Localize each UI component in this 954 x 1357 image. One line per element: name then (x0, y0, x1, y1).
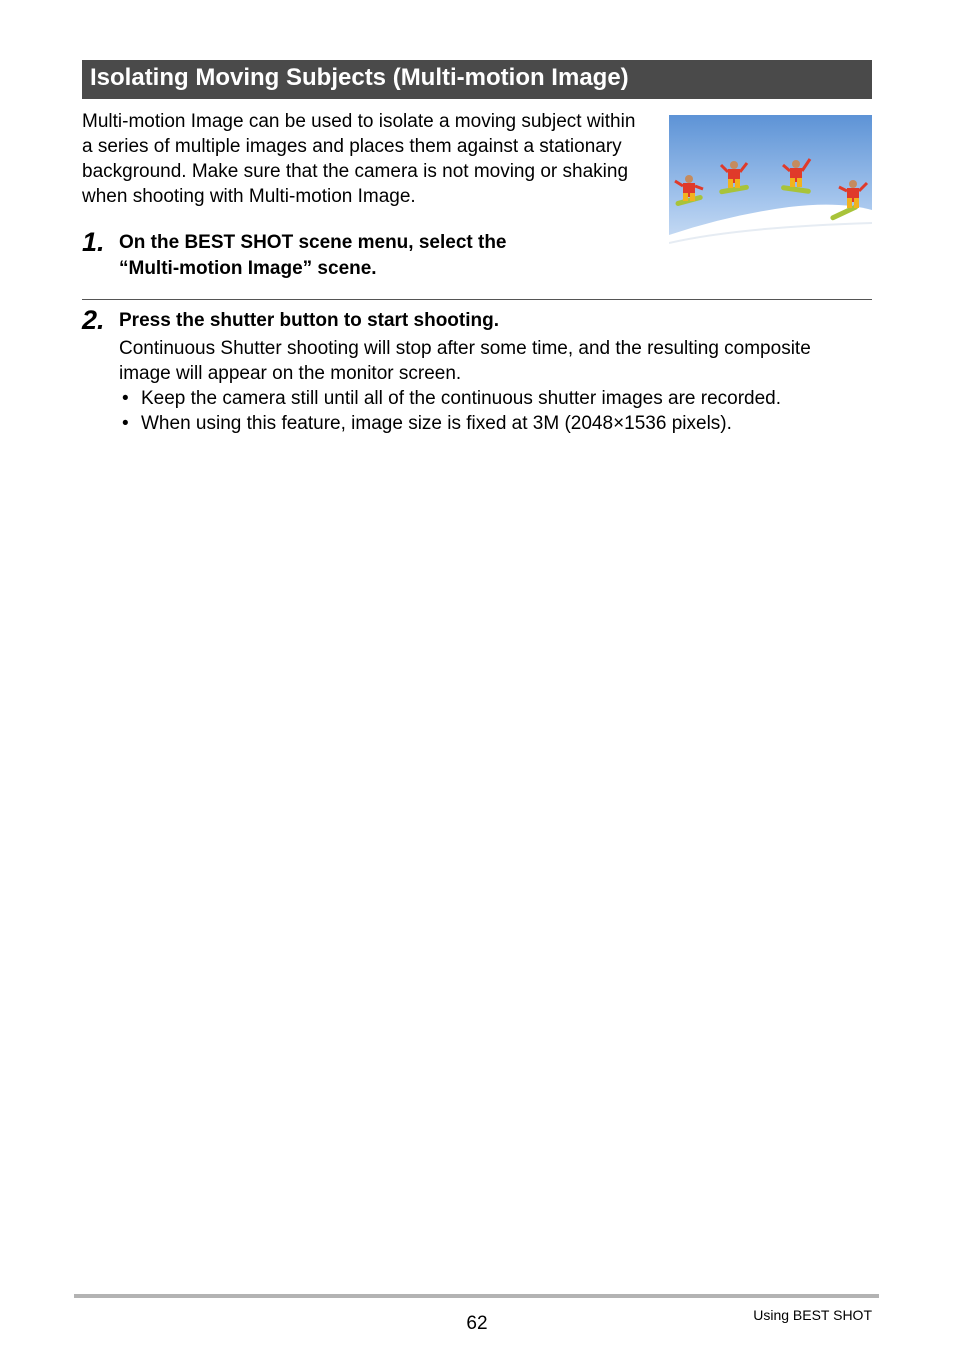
bullet-text: Keep the camera still until all of the continuous shutter images are recorded. (141, 388, 782, 409)
bullet-icon: • (122, 388, 129, 409)
footer-section-label: Using BEST SHOT (753, 1307, 872, 1323)
page-number: 62 (466, 1313, 488, 1334)
list-item (119, 386, 859, 411)
footer-rule (74, 1294, 879, 1298)
section-title: Isolating Moving Subjects (Multi-motion Image) (90, 64, 629, 91)
bullet-icon: • (122, 413, 129, 434)
section-header (82, 60, 872, 99)
step-2-bullet-list (119, 386, 859, 436)
step-1-title-line-1: On the BEST SHOT scene menu, select the (119, 232, 507, 253)
step-2-number: 2. (82, 305, 105, 335)
section-divider (82, 299, 872, 300)
step-2-body (119, 336, 859, 436)
step-1-title-line-2: “Multi-motion Image” scene. (119, 258, 377, 279)
step-2-description: Continuous Shutter shooting will stop after some time, and the resulting composite image will appear on the monitor screen. (119, 338, 811, 384)
intro-paragraph: Multi-motion Image can be used to isolate a moving subject within a series of multiple images and places them against a stationary background. Make sure that the camera is not moving or shaking when shooting with Multi-motion Image. (82, 111, 636, 207)
step-2-title: Press the shutter button to start shooting. (119, 310, 500, 331)
list-item (119, 411, 859, 436)
step-1-title (119, 230, 507, 282)
step-1-number: 1. (82, 227, 105, 257)
bullet-text: When using this feature, image size is fixed at 3M (2048×1536 pixels). (141, 413, 732, 434)
snowboarder-sequence-photo (669, 115, 872, 267)
